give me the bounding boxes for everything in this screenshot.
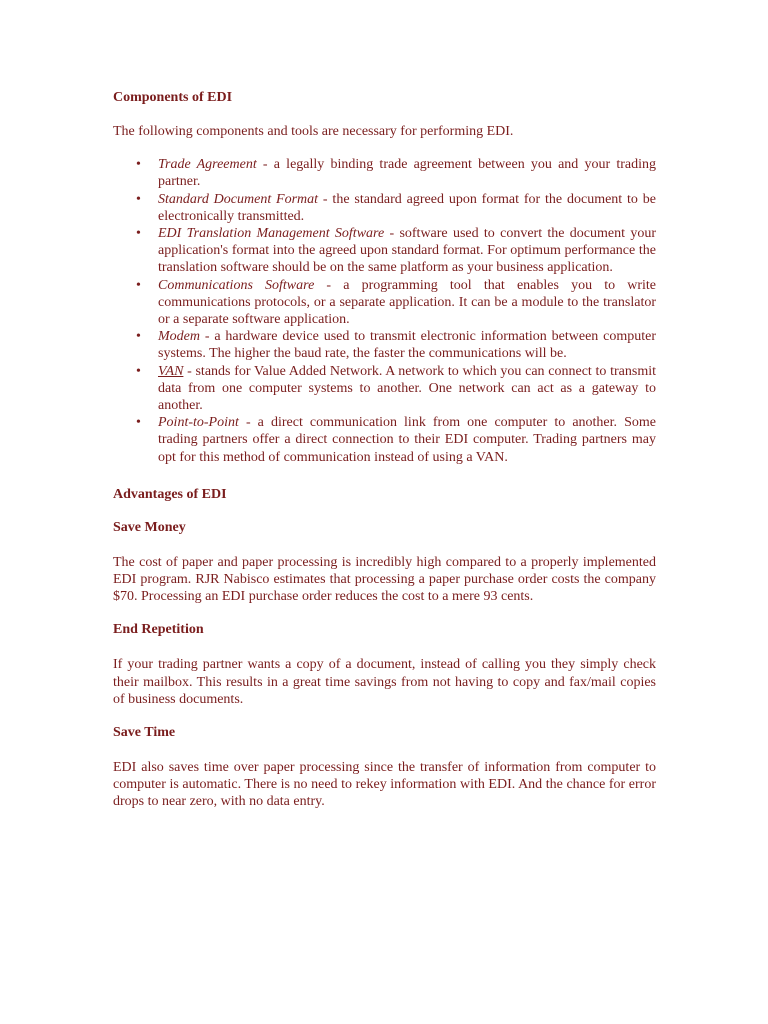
list-item — [136, 156, 656, 190]
list-item — [136, 363, 656, 415]
subsection-paragraph: EDI also saves time over paper processing since the transfer of information from computer to computer is automatic. There is no need to rekey information with EDI. And the chance for error drops to near zero, with no data entry. — [113, 760, 656, 810]
subsection-paragraph: The cost of paper and paper processing is incredibly high compared to a properly implemented EDI program. RJR Nabisco estimates that processing a paper purchase order costs the company $70. Processing an EDI purchase order reduces the cost to a mere 93 cents. — [113, 554, 656, 605]
list-item-term: Standard Document Format — [158, 191, 319, 207]
list-item — [136, 225, 656, 277]
list-item — [136, 277, 656, 329]
list-item-term-link[interactable]: VAN — [158, 363, 184, 379]
list-item-desc: - a legally binding trade agreement between you and your trading partner. — [158, 157, 656, 190]
bullet-icon: • — [136, 363, 141, 379]
bullet-icon: • — [136, 415, 141, 431]
list-item-desc: - a direct communication link from one computer to another. Some trading partners offer a direct connection to their EDI computer. Trading partners may opt for this method of communication instead of using a VAN. — [158, 415, 656, 465]
section-heading-advantages: Advantages of EDI — [113, 486, 227, 502]
subsection-heading: Save Time — [113, 725, 176, 741]
list-item-desc: - software used to convert the document your application's format into the agreed upon standard format. For optimum performance the translation software should be on the same platform as your business application. — [158, 226, 656, 276]
list-item-term: Communications Software — [158, 277, 315, 293]
intro-paragraph: The following components and tools are necessary for performing EDI. — [113, 124, 514, 139]
subsection-heading: Save Money — [113, 519, 186, 535]
section-heading-components: Components of EDI — [113, 90, 233, 105]
list-item-term: Point-to-Point — [158, 415, 239, 431]
list-item-desc: - the standard agreed upon format for the document to be electronically transmitted. — [158, 191, 656, 224]
bullet-icon: • — [136, 277, 141, 293]
list-item-term: EDI Translation Management Software — [158, 226, 385, 242]
list-item-term: Trade Agreement — [158, 157, 257, 173]
bullet-icon: • — [136, 226, 141, 242]
list-item — [136, 328, 656, 362]
bullet-icon: • — [136, 329, 141, 345]
list-item — [136, 414, 656, 466]
list-item-desc: - a programming tool that enables you to write communications protocols, or a separate application. It can be a module to the translator or a separate software application. — [158, 277, 656, 328]
subsection-paragraph: If your trading partner wants a copy of a document, instead of calling you they simply check their mailbox. This results in a great time savings from not having to copy and fax/mail copies of business documents. — [113, 657, 656, 707]
list-item — [136, 191, 656, 225]
components-list — [113, 156, 656, 466]
bullet-icon: • — [136, 191, 141, 207]
list-item-term: Modem — [158, 329, 200, 345]
subsection-heading: End Repetition — [113, 622, 204, 638]
list-item-desc: - a hardware device used to transmit electronic information between computer systems. The higher the baud rate, the faster the communications will be. — [158, 329, 656, 362]
bullet-icon: • — [136, 157, 141, 173]
list-item-desc: - stands for Value Added Network. A network to which you can connect to transmit data from one computer systems to another. One network can act as a gateway to another. — [158, 363, 656, 414]
